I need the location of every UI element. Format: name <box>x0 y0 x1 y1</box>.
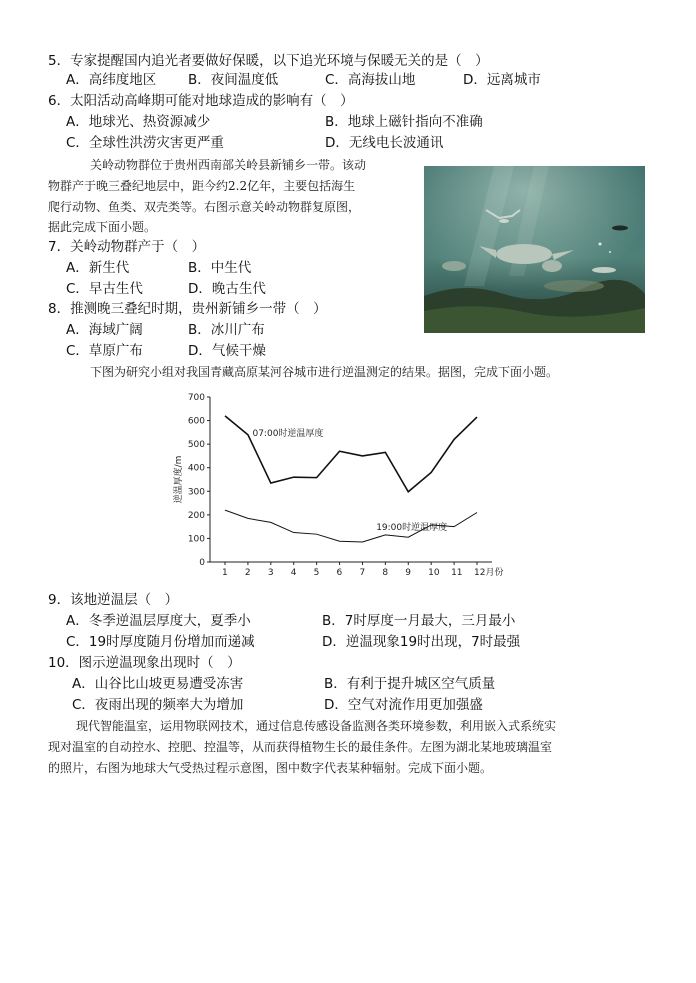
passage3-line-1: 现代智能温室，运用物联网技术，通过信息传感设备监测各类环境参数，利用嵌入式系统实 <box>76 719 557 733</box>
passage1-line-3: 爬行动物、鱼类、双壳类等。右图示意关岭动物群复原图， <box>48 200 361 214</box>
x-tick-label: 5 <box>313 568 320 578</box>
q8-option-a: A．海域广阔 <box>66 322 143 338</box>
guanling-fauna-reconstruction-image <box>424 166 645 333</box>
x-tick-label: 1 <box>222 568 228 578</box>
q10-option-b: B．有利于提升城区空气质量 <box>324 676 496 692</box>
q8-option-b: B．冰川广布 <box>188 322 265 338</box>
q5-option-a: A．高纬度地区 <box>66 72 157 88</box>
y-tick-label: 100 <box>187 534 205 545</box>
passage1-line-1: 关岭动物群位于贵州西南部关岭县新铺乡一带。该动 <box>90 158 367 172</box>
series-line-0700 <box>225 416 477 492</box>
x-tick-label: 9 <box>405 568 412 578</box>
q10-stem: 10．图示逆温现象出现时（ ） <box>48 655 241 671</box>
q5-stem: 5．专家提醒国内追光者要做好保暖，以下追光环境与保暖无关的是（ ） <box>48 53 489 69</box>
q10-option-c: C．夜雨出现的频率大为增加 <box>72 697 244 713</box>
q7-option-a: A．新生代 <box>66 260 130 276</box>
q7-option-d: D．晚古生代 <box>188 281 266 297</box>
x-tick-label: 4 <box>290 568 297 578</box>
q6-stem: 6．太阳活动高峰期可能对地球造成的影响有（ ） <box>48 93 354 109</box>
q9-option-d: D．逆温现象19时出现，7时最强 <box>322 634 521 650</box>
chart-axes <box>207 397 492 565</box>
passage1-line-4: 据此完成下面小题。 <box>48 220 157 234</box>
q9-option-c: C．19时厚度随月份增加而递减 <box>66 634 255 650</box>
y-tick-label: 300 <box>187 487 205 498</box>
q7-option-b: B．中生代 <box>188 260 252 276</box>
q5-option-b: B．夜间温度低 <box>188 72 279 88</box>
q6-option-b: B．地球上磁针指向不准确 <box>325 114 483 130</box>
passage1-line-2: 物群产于晚三叠纪地层中，距今约2.2亿年，主要包括海生 <box>48 179 356 193</box>
q8-option-d: D．气候干燥 <box>188 343 266 359</box>
x-tick-label: 12月份 <box>474 568 504 578</box>
y-tick-labels <box>188 393 205 568</box>
y-tick-label: 0 <box>199 558 205 568</box>
q9-option-b: B．7时厚度一月最大，三月最小 <box>322 613 516 629</box>
passage2-text: 下图为研究小组对我国青藏高原某河谷城市进行逆温测定的结果。据图，完成下面小题。 <box>90 365 559 379</box>
x-tick-label: 10 <box>428 568 440 578</box>
q6-option-a: A．地球光、热资源减少 <box>66 114 211 130</box>
passage3-line-2: 现对温室的自动控水、控肥、控温等，从而获得植物生长的最佳条件。左图为湖北某地玻璃温室 <box>48 740 553 754</box>
y-tick-label: 400 <box>187 463 205 474</box>
y-tick-label: 500 <box>187 440 205 451</box>
q10-option-a: A．山谷比山坡更易遭受冻害 <box>72 676 244 692</box>
series-label-1900: 19:00时逆温厚度 <box>376 523 448 534</box>
q6-option-c: C．全球性洪涝灾害更严重 <box>66 135 224 151</box>
x-tick-label: 7 <box>359 568 366 578</box>
y-axis-label: 逆温厚度/m <box>174 455 184 504</box>
x-tick-label: 8 <box>382 568 389 578</box>
passage3-line-3: 的照片，右图为地球大气受热过程示意图，图中数字代表某种辐射。完成下面小题。 <box>48 761 493 775</box>
q9-stem: 9．该地逆温层（ ） <box>48 592 179 608</box>
x-tick-label: 11 <box>451 568 463 578</box>
q5-option-d: D．远离城市 <box>463 72 541 88</box>
q10-option-d: D．空气对流作用更加强盛 <box>324 697 483 713</box>
q5-option-c: C．高海拔山地 <box>325 72 416 88</box>
y-tick-label: 700 <box>187 393 205 403</box>
x-tick-label: 6 <box>336 568 343 578</box>
x-tick-labels <box>222 566 503 578</box>
q7-option-c: C．早古生代 <box>66 281 143 297</box>
inversion-thickness-chart <box>170 387 530 582</box>
x-tick-label: 2 <box>244 568 251 578</box>
q8-stem: 8．推测晚三叠纪时期，贵州新铺乡一带（ ） <box>48 301 327 317</box>
q7-stem: 7．关岭动物群产于（ ） <box>48 239 206 255</box>
q9-option-a: A．冬季逆温层厚度大，夏季小 <box>66 613 251 629</box>
x-tick-label: 3 <box>267 568 274 578</box>
q8-option-c: C．草原广布 <box>66 343 143 359</box>
q6-option-d: D．无线电长波通讯 <box>325 135 444 151</box>
y-tick-label: 600 <box>187 416 205 427</box>
y-tick-label: 200 <box>187 510 205 521</box>
series-label-0700: 07:00时逆温厚度 <box>252 428 324 439</box>
